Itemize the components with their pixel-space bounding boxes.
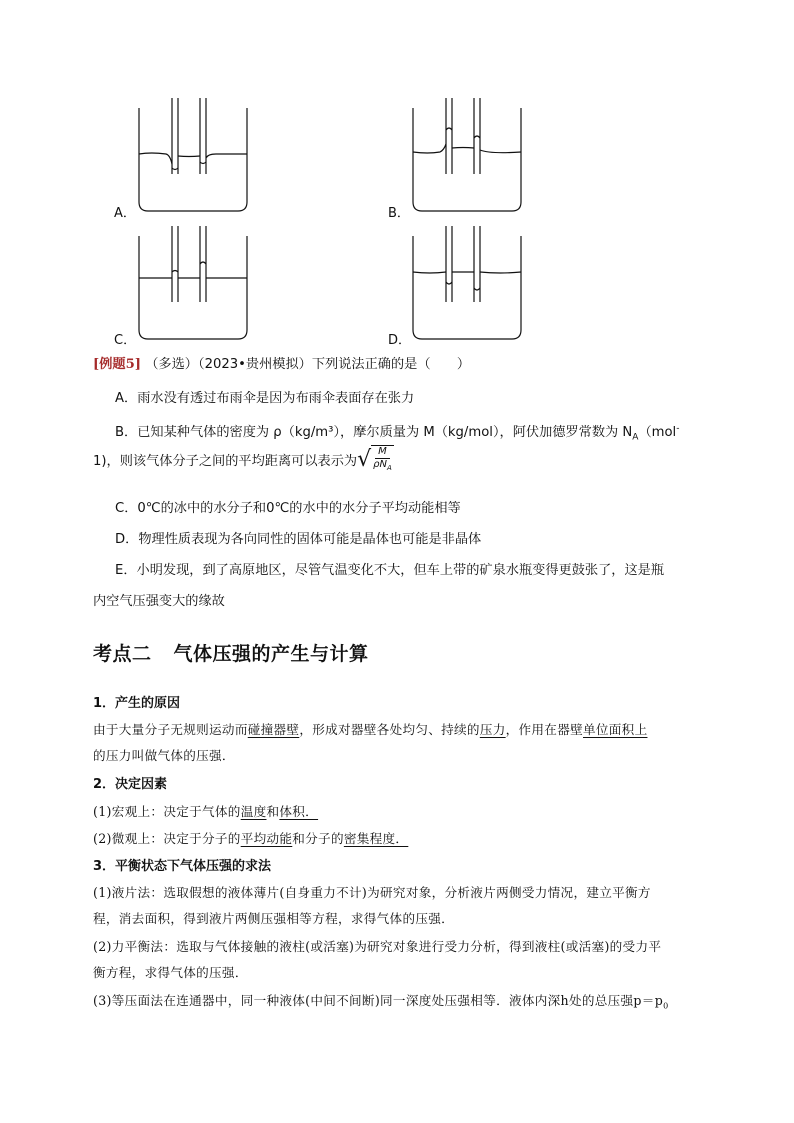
para-3e-text: (3)等压面法在连通器中，同一种液体(中间不间断)同一深度处压强相等．液体内深h处的总压强p＝p	[93, 993, 664, 1008]
para-2b-underline1: 平均动能	[240, 831, 293, 846]
sqrt-expression	[357, 445, 394, 474]
para-3a: (1)液片法：选取假想的液体薄片(自身重力不计)为研究对象，分析液片两侧受力情况，建立平衡方	[93, 885, 651, 900]
para-1a	[93, 719, 647, 738]
beaker-diagram-c	[136, 226, 250, 342]
para-3e	[93, 990, 668, 1011]
figure-b	[410, 98, 524, 214]
radical-sign: √	[357, 446, 372, 472]
sqrt-denominator	[373, 459, 392, 474]
option-b-sup: -	[676, 423, 680, 434]
sqrt-den-sub: A	[386, 464, 392, 472]
para-1a-underline3: 单位面积上	[583, 722, 648, 737]
beaker-diagram-d	[410, 226, 524, 342]
beaker-diagram-a	[136, 98, 250, 214]
example-stem: （多选）（2023•贵州模拟）下列说法正确的是（ ）	[145, 357, 471, 372]
section-title-b: 气体压强的产生与计算	[173, 643, 369, 665]
para-1a-text2: ，形成对器壁各处均匀、持续的	[299, 722, 480, 737]
para-2a	[93, 801, 318, 820]
figure-letter-d: D．	[388, 333, 412, 348]
figure-letter-b: B．	[388, 206, 410, 221]
para-3e-sub: 0	[663, 1001, 669, 1011]
option-b-line2-text: 1)，则该气体分子之间的平均距离可以表示为	[93, 454, 358, 469]
option-b-sub: A	[632, 432, 639, 443]
para-3d: 衡方程，求得气体的压强．	[93, 965, 248, 980]
para-1a-underline1: 碰撞器壁	[247, 722, 300, 737]
section-title	[93, 639, 369, 666]
option-a: A．雨水没有透过布雨伞是因为布雨伞表面存在张力	[115, 391, 415, 406]
figure-letter-c: C．	[114, 333, 137, 348]
example-stem-line	[93, 355, 470, 375]
heading-3: 3．平衡状态下气体压强的求法	[93, 859, 272, 874]
para-2b-text1: (2)微观上：决定于分子的	[93, 831, 241, 846]
beaker-diagram-b	[410, 98, 524, 214]
para-2a-text2: 和	[266, 804, 280, 819]
option-e-line1: E．小明发现，到了高原地区，尽管气温变化不大，但车上带的矿泉水瓶变得更鼓张了，这是瓶	[115, 563, 665, 578]
figure-a	[136, 98, 250, 214]
para-3b: 程，消去面积，得到液片两侧压强相等方程，求得气体的压强．	[93, 911, 455, 926]
sqrt-fraction	[371, 445, 394, 474]
para-2a-underline1: 温度	[240, 804, 267, 819]
section-title-a: 考点二	[93, 643, 152, 665]
option-b-line2	[93, 445, 394, 474]
para-3c: (2)力平衡法：选取与气体接触的液柱(或活塞)为研究对象进行受力分析，得到液柱(或活塞)的受力平	[93, 939, 662, 954]
para-1b: 的压力叫做气体的压强．	[93, 748, 235, 763]
option-e-line2: 内空气压强变大的缘故	[93, 594, 225, 609]
para-2a-text1: (1)宏观上：决定于气体的	[93, 804, 241, 819]
option-b-line1	[115, 421, 679, 443]
option-b-text: B．已知某种气体的密度为 ρ（kg/m³），摩尔质量为 M（kg/mol），阿伏加德罗常数为 N	[115, 425, 633, 440]
para-2a-underline2: 体积．	[279, 804, 319, 819]
figure-c	[136, 226, 250, 342]
sqrt-den-text: ρN	[373, 459, 387, 470]
option-b-tail: （mol	[638, 425, 677, 440]
figure-letter-a: A．	[114, 206, 136, 221]
para-2b-underline2: 密集程度．	[343, 831, 409, 846]
para-2b	[93, 828, 408, 847]
para-2b-text2: 和分子的	[292, 831, 344, 846]
para-1a-underline2: 压力	[479, 722, 506, 737]
option-c: C．0℃的冰中的水分子和0℃的水中的水分子平均动能相等	[115, 501, 461, 516]
heading-1: 1．产生的原因	[93, 696, 181, 711]
sqrt-numerator: M	[375, 446, 390, 459]
example-tag: [例题5]	[93, 357, 142, 372]
option-d: D．物理性质表现为各向同性的固体可能是晶体也可能是非晶体	[115, 532, 482, 547]
figure-d	[410, 226, 524, 342]
para-1a-text1: 由于大量分子无规则运动而	[93, 722, 248, 737]
para-1a-text3: ，作用在器壁	[505, 722, 583, 737]
heading-2: 2．决定因素	[93, 777, 168, 792]
